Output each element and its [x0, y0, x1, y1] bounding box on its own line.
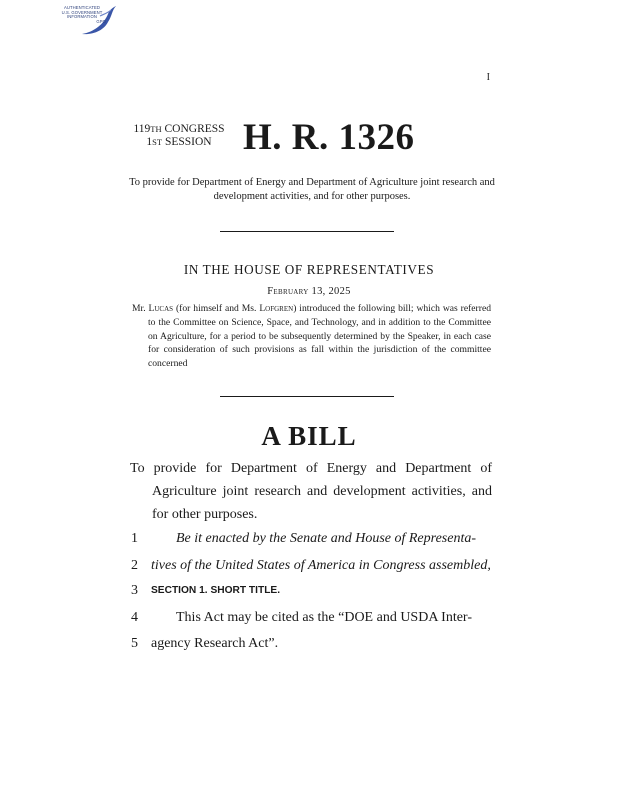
bill-line: [0, 555, 618, 577]
congress-line: [129, 123, 229, 136]
divider: [220, 231, 394, 232]
intro-middle: (for himself and Ms.: [173, 303, 260, 314]
section-heading: SECTION 1. SHORT TITLE.: [151, 585, 281, 596]
bill-line: [0, 528, 618, 550]
bill-heading: A BILL: [261, 421, 357, 451]
line-number: 4: [131, 610, 138, 625]
session-line: [129, 136, 229, 149]
session-number: 1: [146, 136, 153, 148]
intro-prefix: Mr.: [132, 303, 149, 314]
bill-line: [0, 580, 618, 602]
seal-line-3: INFORMATION: [66, 14, 98, 20]
cosponsor-name: Lofgren: [259, 303, 294, 314]
bill-purpose: To provide for Department of Energy and Department of Agriculture joint research and development activities, and for other purposes.: [129, 177, 495, 202]
line-number: 2: [131, 558, 138, 573]
session-label: SESSION: [162, 136, 212, 148]
session-suffix: ST: [152, 137, 163, 147]
line-number: 5: [131, 636, 138, 651]
line-number: 1: [131, 531, 138, 546]
section-text-line: agency Research Act”.: [151, 636, 279, 651]
seal-line-1: AUTHENTICATED: [63, 5, 101, 10]
introduction-statement: [132, 302, 491, 371]
seal-text: [56, 6, 108, 24]
section-text-line: This Act may be cited as the “DOE and USDA Inter-: [176, 610, 472, 625]
gpo-authentication-seal: [52, 4, 118, 38]
congress-suffix: TH: [150, 124, 162, 134]
enacting-clause-line: tives of the United States of America in Congress assembled,: [151, 558, 491, 573]
congress-label: CONGRESS: [161, 123, 225, 135]
divider: [220, 396, 394, 397]
congress-session-block: [129, 123, 229, 149]
page-number: I: [486, 72, 490, 83]
enacting-clause-line: Be it enacted by the Senate and House of Representa-: [176, 531, 476, 546]
long-title: [130, 457, 492, 526]
bill-number: H. R. 1326: [243, 117, 415, 158]
intro-referral-text: ) introduced the following bill; which was referred to the Committee on Science, Space, and Technology, and in addition to the Committee on Agriculture, for a period to be subsequently determined by the Speaker, in each case for consideration of such provisions as fall within the jurisdiction of the committee concerned: [148, 303, 492, 370]
introduction-date: February 13, 2025: [267, 286, 351, 297]
house-heading: IN THE HOUSE OF REPRESENTATIVES: [183, 262, 435, 277]
line-number: 3: [131, 583, 138, 598]
congress-number: 119: [133, 123, 151, 135]
bill-line: [0, 607, 618, 629]
sponsor-name: Lucas: [148, 303, 174, 314]
seal-line-4: GPO: [96, 18, 106, 24]
seal-line-2: U.S. GOVERNMENT: [61, 9, 103, 15]
long-title-text: To provide for Department of Energy and Department of Agriculture joint research and development activities, and for other purposes.: [130, 461, 492, 522]
bill-line: [0, 633, 618, 655]
